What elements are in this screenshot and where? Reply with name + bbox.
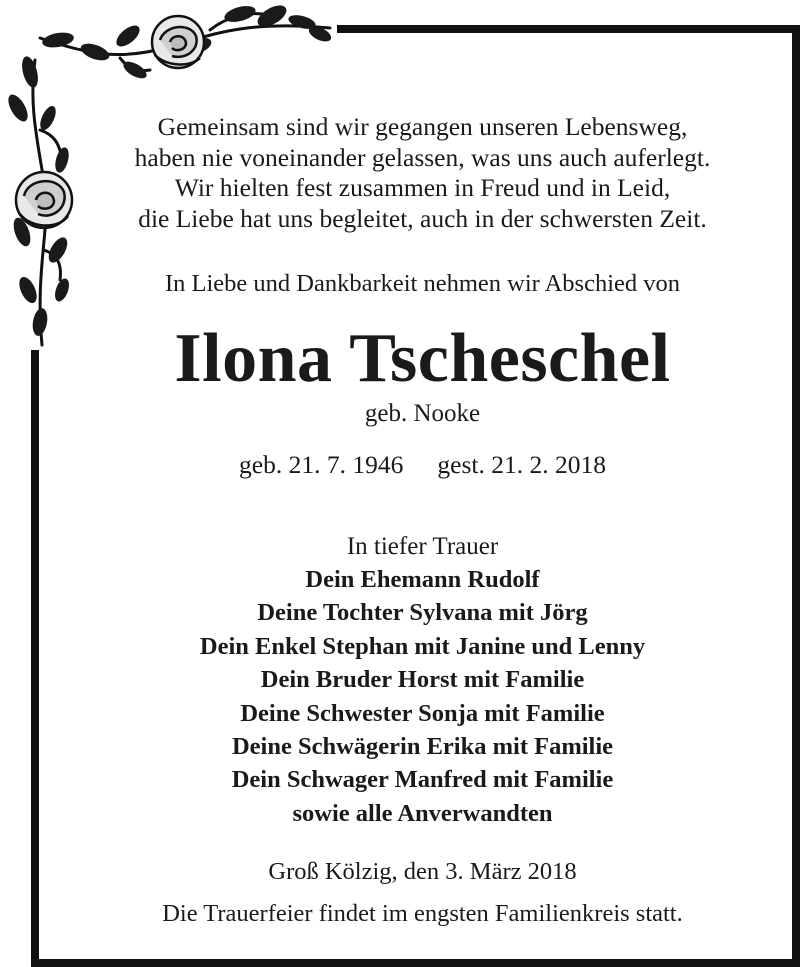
mourner-line: Dein Enkel Stephan mit Janine und Lenny <box>199 632 646 660</box>
death-date: gest. 21. 2. 2018 <box>437 450 606 479</box>
mourner-line: sowie alle Anverwandten <box>292 799 553 827</box>
mourner-line: Dein Schwager Manfred mit Familie <box>231 766 614 794</box>
mourner-line: Deine Schwägerin Erika mit Familie <box>231 733 614 761</box>
poem-line: haben nie voneinander gelassen, was uns auch auferlegt. <box>134 142 711 172</box>
deceased-name: Ilona Tscheschel <box>174 320 671 397</box>
funeral-notice: Die Trauerfeier findet im engsten Familienkreis statt. <box>162 900 683 927</box>
border-top <box>337 25 800 33</box>
mourners-list <box>45 563 800 830</box>
farewell-intro: In Liebe und Dankbarkeit nehmen wir Abschied von <box>164 270 681 297</box>
poem-line: Wir hielten fest zusammen in Freud und in Leid, <box>174 173 671 202</box>
border-bottom <box>31 959 800 967</box>
mourner-line: Deine Schwester Sonja mit Familie <box>240 699 605 727</box>
border-left <box>31 350 39 967</box>
poem-line: Gemeinsam sind wir gegangen unseren Lebensweg, <box>157 112 688 141</box>
birth-date: geb. 21. 7. 1946 <box>239 450 404 479</box>
mourning-label: In tiefer Trauer <box>346 533 499 560</box>
poem-line: die Liebe hat uns begleitet, auch in der schwersten Zeit. <box>138 203 707 233</box>
mourner-line: Dein Ehemann Rudolf <box>305 566 540 593</box>
life-dates <box>45 448 800 482</box>
place-and-date: Groß Kölzig, den 3. März 2018 <box>268 858 577 885</box>
maiden-name: geb. Nooke <box>364 400 481 427</box>
poem <box>45 112 800 234</box>
mourner-line: Deine Tochter Sylvana mit Jörg <box>257 599 588 627</box>
mourner-line: Dein Bruder Horst mit Familie <box>260 666 585 694</box>
